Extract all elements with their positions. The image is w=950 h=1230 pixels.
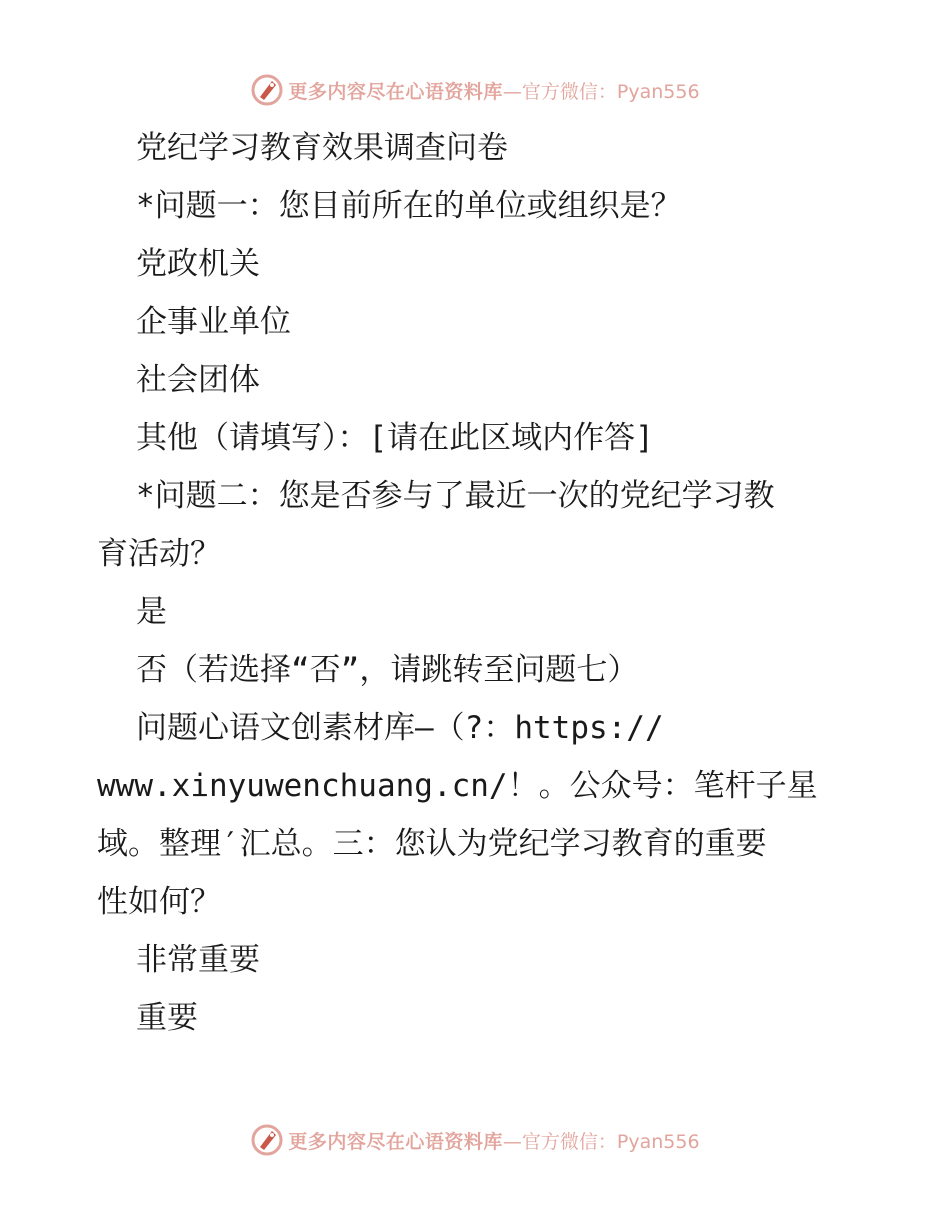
question-3-line-1: 问题心语文创素材库—（?：https://	[136, 710, 664, 746]
question-3-line-4: 性如何？	[97, 884, 221, 920]
watermark-sub: —官方微信：Pyan556	[502, 80, 700, 103]
pen-nib-logo-icon	[250, 73, 284, 107]
watermark-text: 更多内容尽在心语资料库	[288, 80, 503, 103]
question-1-option-2: 企事业单位	[136, 304, 291, 340]
footer-watermark	[0, 1120, 950, 1160]
question-3-option-1: 非常重要	[136, 942, 260, 978]
question-1-option-1: 党政机关	[136, 246, 260, 282]
document-title: 党纪学习教育效果调查问卷	[136, 130, 508, 166]
question-2-line-2: 育活动？	[97, 536, 221, 572]
watermark-text: 更多内容尽在心语资料库	[288, 1130, 503, 1153]
question-2-line-1: *问题二：您是否参与了最近一次的党纪学习教	[136, 478, 775, 514]
question-3-option-2: 重要	[136, 1000, 198, 1036]
question-3-line-3: 域。整理′汇总。三：您认为党纪学习教育的重要	[97, 826, 767, 862]
question-3-line-2: www.xinyuwenchuang.cn/！。公众号：笔杆子星	[97, 768, 818, 804]
watermark-sub: —官方微信：Pyan556	[502, 1130, 700, 1153]
question-1-option-4: 其他（请填写）：[请在此区域内作答]	[136, 420, 654, 456]
question-2-option-2: 否（若选择“否”，请跳转至问题七）	[136, 652, 639, 688]
question-1: *问题一：您目前所在的单位或组织是？	[136, 188, 682, 224]
pen-nib-logo-icon	[250, 1123, 284, 1157]
question-1-option-3: 社会团体	[136, 362, 260, 398]
header-watermark	[0, 70, 950, 110]
question-2-option-1: 是	[136, 594, 167, 630]
